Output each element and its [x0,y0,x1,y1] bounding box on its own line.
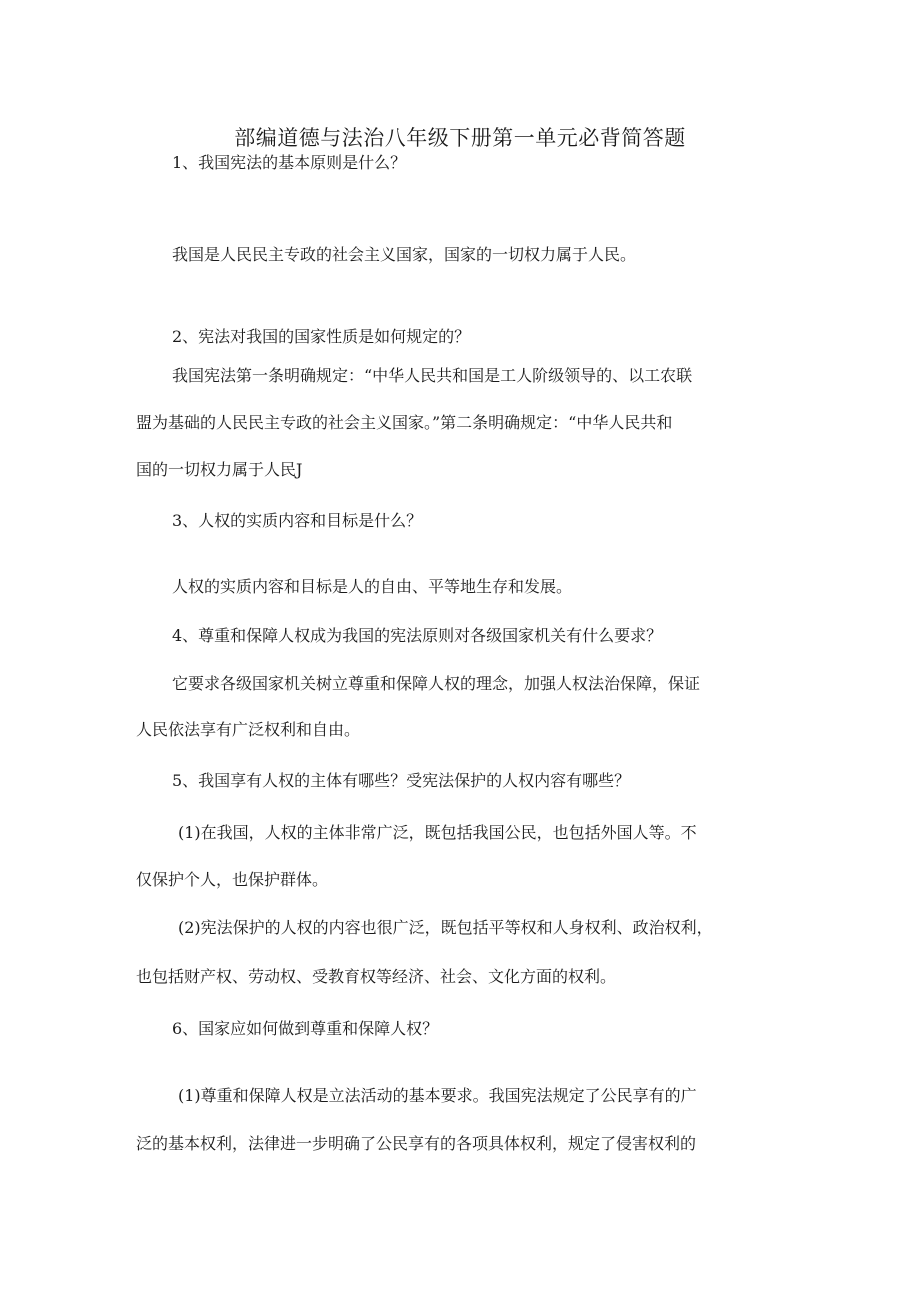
answer-6-1-line-2: 泛的基本权利，法律进一步明确了公民享有的各项具体权利，规定了侵害权利的 [136,1134,697,1153]
answer-3: 人权的实质内容和目标是人的自由、平等地生存和发展。 [172,577,573,596]
answer-4-line-2: 人民依法享有广泛权利和自由。 [136,720,361,739]
answer-5-1-line-2: 仅保护个人，也保护群体。 [136,870,329,889]
question-3: 3、人权的实质内容和目标是什么？ [172,511,423,530]
answer-5-2-line-1: (2)宪法保护的人权的内容也很广泛，既包括平等权和人身权利、政治权利， [178,918,713,937]
question-5: 5、我国享有人权的主体有哪些？受宪法保护的人权内容有哪些？ [172,771,631,790]
answer-5-1-line-1: (1)在我国，人权的主体非常广泛，既包括我国公民，也包括外国人等。不 [178,823,697,842]
question-1: 1、我国宪法的基本原则是什么？ [172,153,407,172]
answer-6-1-line-1: (1)尊重和保障人权是立法活动的基本要求。我国宪法规定了公民享有的广 [178,1086,697,1105]
question-4: 4、尊重和保障人权成为我国的宪法原则对各级国家机关有什么要求？ [172,626,663,645]
question-2: 2、宪法对我国的国家性质是如何规定的？ [172,327,471,346]
document-title: 部编道德与法治八年级下册第一单元必背简答题 [234,126,686,150]
answer-2-line-2: 盟为基础的人民民主专政的社会主义国家。”第二条明确规定：“中华人民共和 [136,413,673,432]
answer-5-2-line-2: 也包括财产权、劳动权、受教育权等经济、社会、文化方面的权利。 [136,967,617,986]
answer-4-line-1: 它要求各级国家机关树立尊重和保障人权的理念，加强人权法治保障，保证 [172,674,701,693]
answer-2-line-1: 我国宪法第一条明确规定：“中华人民共和国是工人阶级领导的、以工农联 [172,366,693,385]
answer-2-line-3: 国的一切权力属于人民J [136,460,303,479]
question-6: 6、国家应如何做到尊重和保障人权？ [172,1019,439,1038]
answer-1: 我国是人民民主专政的社会主义国家，国家的一切权力属于人民。 [172,245,637,264]
